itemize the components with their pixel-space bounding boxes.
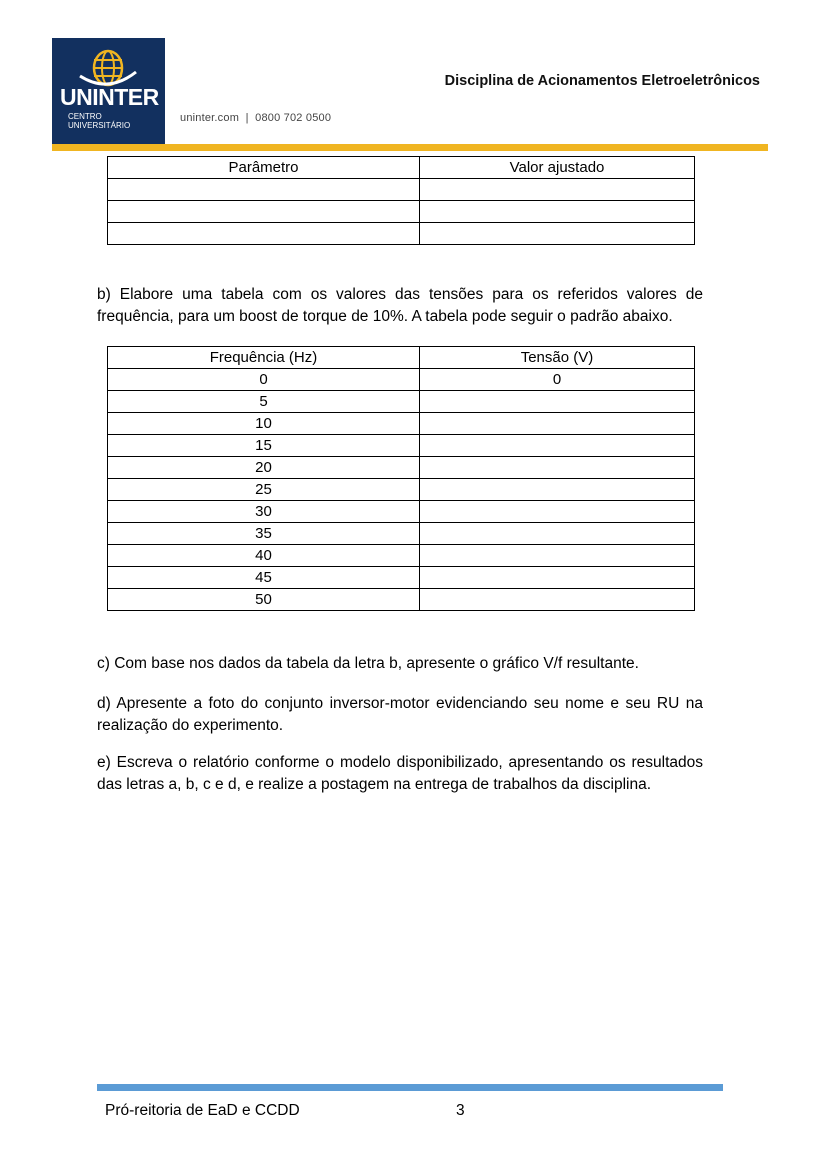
table-row (108, 179, 695, 201)
table-row (108, 413, 695, 435)
table-row (108, 201, 695, 223)
table-cell: 0 (420, 369, 695, 391)
table-cell (420, 523, 695, 545)
table-row (108, 545, 695, 567)
question-b-text: b) Elabore uma tabela com os valores das tensões para os referidos valores de frequência, para um boost de torque de 10%. A tabela pode seguir o padrão abaixo. (97, 286, 703, 325)
table-cell (420, 223, 695, 245)
table-row (108, 589, 695, 611)
table-cell (420, 179, 695, 201)
table-header-row (108, 157, 695, 179)
table-header-cell: Frequência (Hz) (108, 347, 420, 369)
table-row (108, 435, 695, 457)
table-cell (108, 179, 420, 201)
table-row (108, 223, 695, 245)
table-header-cell: Valor ajustado (420, 157, 695, 179)
frequency-voltage-table (107, 346, 695, 611)
question-c-text: c) Com base nos dados da tabela da letra b, apresente o gráfico V/f resultante. (97, 655, 639, 672)
table-cell (108, 223, 420, 245)
site-contact-line: uninter.com | 0800 702 0500 (180, 112, 332, 124)
table-cell (420, 457, 695, 479)
table-header-cell: Tensão (V) (420, 347, 695, 369)
table-header-cell: Parâmetro (108, 157, 420, 179)
question-d-text: d) Apresente a foto do conjunto inversor-motor evidenciando seu nome e seu RU na realização do experimento. (97, 695, 703, 734)
header-accent-bar (52, 144, 768, 151)
table-cell (420, 545, 695, 567)
table-row (108, 369, 695, 391)
parameters-table (107, 156, 695, 245)
footer-accent-bar (97, 1084, 723, 1091)
table-row (108, 479, 695, 501)
table-cell (420, 413, 695, 435)
discipline-title: Disciplina de Acionamentos Eletroeletrônicos (444, 73, 760, 89)
table-cell: 30 (108, 501, 420, 523)
table-cell: 20 (108, 457, 420, 479)
table-cell: 10 (108, 413, 420, 435)
page-number: 3 (456, 1102, 465, 1119)
table-cell: 25 (108, 479, 420, 501)
table-row (108, 501, 695, 523)
table-cell (420, 567, 695, 589)
table-cell: 5 (108, 391, 420, 413)
table-cell: 40 (108, 545, 420, 567)
question-e-text: e) Escreva o relatório conforme o modelo disponibilizado, apresentando os resultados das letras a, b, c e d, e realize a postagem na entrega de trabalhos da disciplina. (97, 754, 703, 793)
table-cell: 35 (108, 523, 420, 545)
table-cell (420, 435, 695, 457)
table-header-row (108, 347, 695, 369)
table-row (108, 391, 695, 413)
footer-department: Pró-reitoria de EaD e CCDD (105, 1102, 300, 1119)
table-cell (420, 479, 695, 501)
table-cell: 15 (108, 435, 420, 457)
table-cell (108, 201, 420, 223)
table-row (108, 523, 695, 545)
uninter-logo (52, 38, 165, 144)
table-cell (420, 501, 695, 523)
logo-wordmark: UNINTER (60, 84, 159, 110)
table-row (108, 567, 695, 589)
table-cell: 0 (108, 369, 420, 391)
logo-subtitle: CENTRO UNIVERSITÁRIO (68, 112, 131, 130)
table-cell (420, 589, 695, 611)
table-cell: 50 (108, 589, 420, 611)
table-row (108, 457, 695, 479)
table-cell (420, 391, 695, 413)
table-cell (420, 201, 695, 223)
table-cell: 45 (108, 567, 420, 589)
